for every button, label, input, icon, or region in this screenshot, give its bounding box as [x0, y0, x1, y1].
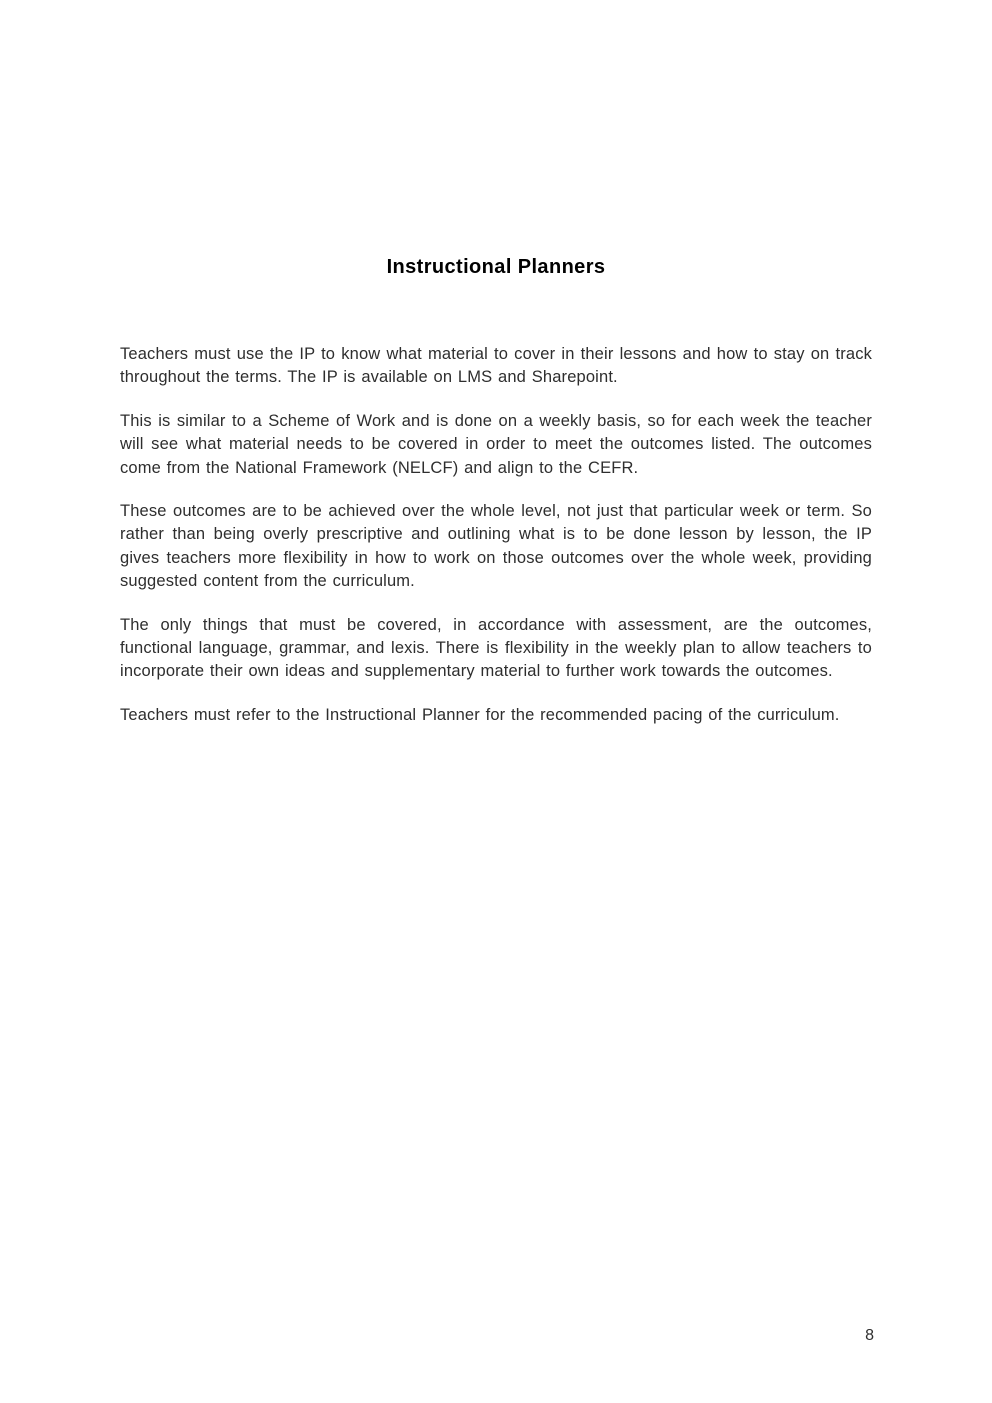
paragraph-3: These outcomes are to be achieved over the whole level, not just that particular week or term. So rather than being overly prescriptive and outlining what is to be done lesson by lesson, the IP gives teachers more flexibility in how to work on those outcomes over the whole week, providing suggested content from the curriculum.: [120, 502, 872, 591]
page-number: 8: [865, 1327, 874, 1344]
paragraph-4: The only things that must be covered, in accordance with assessment, are the outcomes, functional language, grammar, and lexis. There is flexibility in the weekly plan to allow teachers to incorporate their own ideas and supplementary material to further work towards the outcomes.: [120, 615, 872, 681]
paragraph-5: Teachers must refer to the Instructional Planner for the recommended pacing of the curriculum.: [120, 705, 840, 724]
paragraph-2: This is similar to a Scheme of Work and is done on a weekly basis, so for each week the teacher will see what material needs to be covered in order to meet the outcomes listed. The outcomes come from the National Framework (NELCF) and align to the CEFR.: [120, 411, 872, 477]
paragraph-1: Teachers must use the IP to know what material to cover in their lessons and how to stay on track throughout the terms. The IP is available on LMS and Sharepoint.: [120, 345, 872, 387]
page-title: Instructional Planners: [386, 256, 606, 278]
